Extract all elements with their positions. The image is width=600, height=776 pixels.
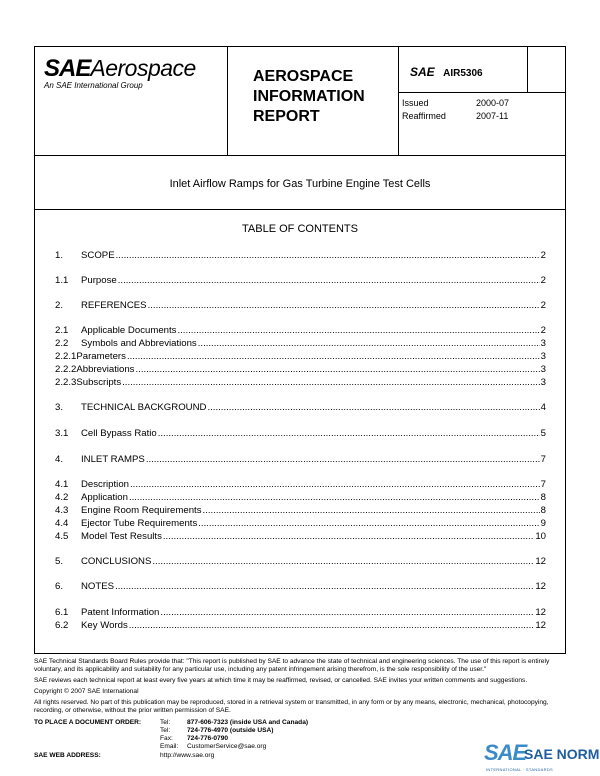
toc-entry-label: Patent Information [81,607,160,618]
toc-entry[interactable] [55,454,546,466]
toc-entry-label: SCOPE [81,250,115,261]
header-docnum-rule [398,92,565,93]
toc-entry-page: 2 [540,325,546,336]
web-label: SAE WEB ADDRESS: [34,752,101,759]
order-label: TO PLACE A DOCUMENT ORDER: [34,719,142,726]
toc-entry-label: Subscripts [76,377,122,388]
toc-entry-page: 2 [540,275,546,286]
toc-entry-leader [127,351,540,362]
toc-entry-leader [203,505,540,516]
footer-copyright: Copyright © 2007 SAE International [34,688,139,695]
toc-entry-page: 12 [535,607,546,618]
doc-prefix-sae: SAE [410,65,435,79]
toc-entry-page: 12 [535,581,546,592]
toc-entry[interactable] [55,428,546,440]
toc-entry[interactable] [55,402,546,414]
toc-entry-label: INLET RAMPS [81,454,145,465]
toc-entry-number: 4. [55,454,64,465]
toc-entry[interactable] [55,531,546,543]
toc-entry-page: 4 [540,402,546,413]
toc-entry[interactable] [55,377,546,389]
toc-entry-page: 10 [535,531,546,542]
toc-entry[interactable] [55,364,546,376]
toc-entry-page: 12 [535,556,546,567]
toc-entry-leader [148,300,540,311]
toc-entry-label: Applicable Documents [81,325,177,336]
toc-entry-leader [160,607,534,618]
tel-label: Tel: [160,719,171,726]
toc-entry-page: 3 [540,364,546,375]
toc-entry-leader [177,325,539,336]
header-divider-3 [527,46,528,92]
toc-entry-number: 2. [55,300,64,311]
toc-entry-page: 3 [540,351,546,362]
stamp-subtext: INTERNATIONAL · STANDARDS [486,767,553,772]
sae-norm-stamp [484,740,598,774]
reaffirmed-date: 2007-11 [476,111,509,121]
toc-entry-leader [122,377,540,388]
toc-entry[interactable] [55,275,546,287]
toc-entry-number: 2.2.1 [55,351,77,362]
toc-entry-page: 2 [540,250,546,261]
toc-entry-leader [130,479,540,490]
toc-entry[interactable] [55,581,546,593]
report-type [253,67,365,127]
toc-entry[interactable] [55,338,546,350]
toc-entry-leader [129,492,540,503]
stamp-norm-text: SAE NORM [524,746,600,762]
toc-entry-number: 3. [55,402,64,413]
report-type-line1: AEROSPACE [253,68,354,85]
toc-entry[interactable] [55,250,546,262]
tel-inside: 877-606-7323 (inside USA and Canada) [187,719,309,726]
toc-entry-number: 1.1 [55,275,69,286]
toc-entry-number: 1. [55,250,64,261]
toc-entry-number: 4.1 [55,479,69,490]
issued-label: Issued [402,98,429,108]
toc-entry-number: 2.2.3 [55,377,77,388]
toc-entry[interactable] [55,479,546,491]
email-label: Email: [160,743,179,750]
fax-number: 724-776-0790 [187,735,229,742]
toc-entry-page: 12 [535,620,546,631]
toc-entry-leader [152,556,534,567]
report-type-line3: REPORT [253,108,320,125]
toc-entry[interactable] [55,325,546,337]
sae-aerospace-logo [44,55,196,83]
header-divider-1 [227,46,228,156]
report-type-line2: INFORMATION [253,88,365,105]
toc-entry-page: 7 [540,454,546,465]
toc-entry-label: Abbreviations [76,364,135,375]
toc-entry-page: 9 [540,518,546,529]
tel-label-2: Tel: [160,727,171,734]
toc-entry-label: Model Test Results [81,531,162,542]
logo-aerospace-text: Aerospace [90,55,196,81]
toc-entry-label: Description [81,479,129,490]
toc-entry-number: 5. [55,556,64,567]
toc-entry-number: 2.2.2 [55,364,77,375]
toc-entry-page: 7 [540,479,546,490]
toc-entry-leader [115,581,534,592]
toc-entry-label: Key Words [81,620,128,631]
stamp-sae-mark: SAE [484,740,527,765]
toc-entry-label: TECHNICAL BACKGROUND [81,402,207,413]
toc-entry-number: 2.2 [55,338,69,349]
toc-entry-number: 2.1 [55,325,69,336]
doc-number-value: AIR5306 [443,68,483,79]
footer-rights: All rights reserved. No part of this publication may be reproduced, stored in a retrieval system or transmitted, in any form or by any means, electronic, mechanical, photocopying, recording, or otherwise, without the prior written permission of SAE. [34,699,549,715]
toc-entry-leader [118,275,540,286]
document-number [410,63,483,81]
toc-entry-label: Engine Room Requirements [81,505,202,516]
toc-entry-label: Symbols and Abbreviations [81,338,197,349]
toc-entry-number: 4.3 [55,505,69,516]
toc-entry-label: Parameters [76,351,126,362]
fax-label: Fax: [160,735,173,742]
toc-entry-number: 3.1 [55,428,69,439]
toc-entry-number: 4.4 [55,518,69,529]
toc-entry-number: 6.1 [55,607,69,618]
toc-entry-leader [158,428,540,439]
footer-rules: SAE Technical Standards Board Rules provide that: "This report is published by SAE to advance the state of technical and engineering sciences. The use of this report is entirely voluntary, and its applicability and suitability for any particular use, including any patent infringement arising therefrom, is the sole responsibility of the user." [34,658,550,674]
issued-date: 2000-07 [476,98,510,108]
logo-group-text: An SAE International Group [44,81,143,90]
toc-entry-page: 5 [540,428,546,439]
toc-entry[interactable] [55,492,546,504]
toc-entry-page: 3 [540,338,546,349]
toc-entry-leader [207,402,539,413]
toc-entry[interactable] [55,351,546,363]
toc-entry-leader [198,338,540,349]
toc-entry-page: 2 [540,300,546,311]
tel-outside: 724-776-4970 (outside USA) [187,727,274,734]
toc-entry[interactable] [55,518,546,530]
toc-entry-page: 8 [540,492,546,503]
toc-entry-page: 8 [540,505,546,516]
toc-entry[interactable] [55,556,546,568]
toc-entry-leader [198,518,539,529]
toc-entry-number: 4.2 [55,492,69,503]
toc-entry-label: Application [81,492,128,503]
logo-sae-text: SAE [44,55,91,82]
web-address[interactable]: http://www.sae.org [160,752,215,759]
toc-entry-label: REFERENCES [81,300,147,311]
toc-entry-label: NOTES [81,581,115,592]
toc-entry-label: Purpose [81,275,117,286]
toc-entry-number: 6. [55,581,64,592]
toc-entry[interactable] [55,620,546,632]
email-address[interactable]: CustomerService@sae.org [187,743,267,750]
document-title: Inlet Airflow Ramps for Gas Turbine Engine Test Cells [169,178,431,190]
toc-entry-label: Ejector Tube Requirements [81,518,198,529]
footer-review: SAE reviews each technical report at least every five years at which time it may be reaffirmed, revised, or cancelled. SAE invites your written comments and suggestions. [34,677,528,684]
toc-entry-label: CONCLUSIONS [81,556,152,567]
header-divider-2 [398,46,399,156]
toc-entry-leader [116,250,540,261]
toc-entry-number: 6.2 [55,620,69,631]
toc-entry-leader [163,531,534,542]
toc-entry[interactable] [55,300,546,312]
toc-entry[interactable] [55,607,546,619]
toc-entry-leader [129,620,535,631]
toc-entry-page: 3 [540,377,546,388]
reaffirmed-label: Reaffirmed [402,111,446,121]
toc-entry-leader [135,364,539,375]
toc-entry-number: 4.5 [55,531,69,542]
toc-heading: TABLE OF CONTENTS [242,223,358,235]
toc-entry-leader [146,454,540,465]
toc-entry[interactable] [55,505,546,517]
toc-entry-label: Cell Bypass Ratio [81,428,157,439]
